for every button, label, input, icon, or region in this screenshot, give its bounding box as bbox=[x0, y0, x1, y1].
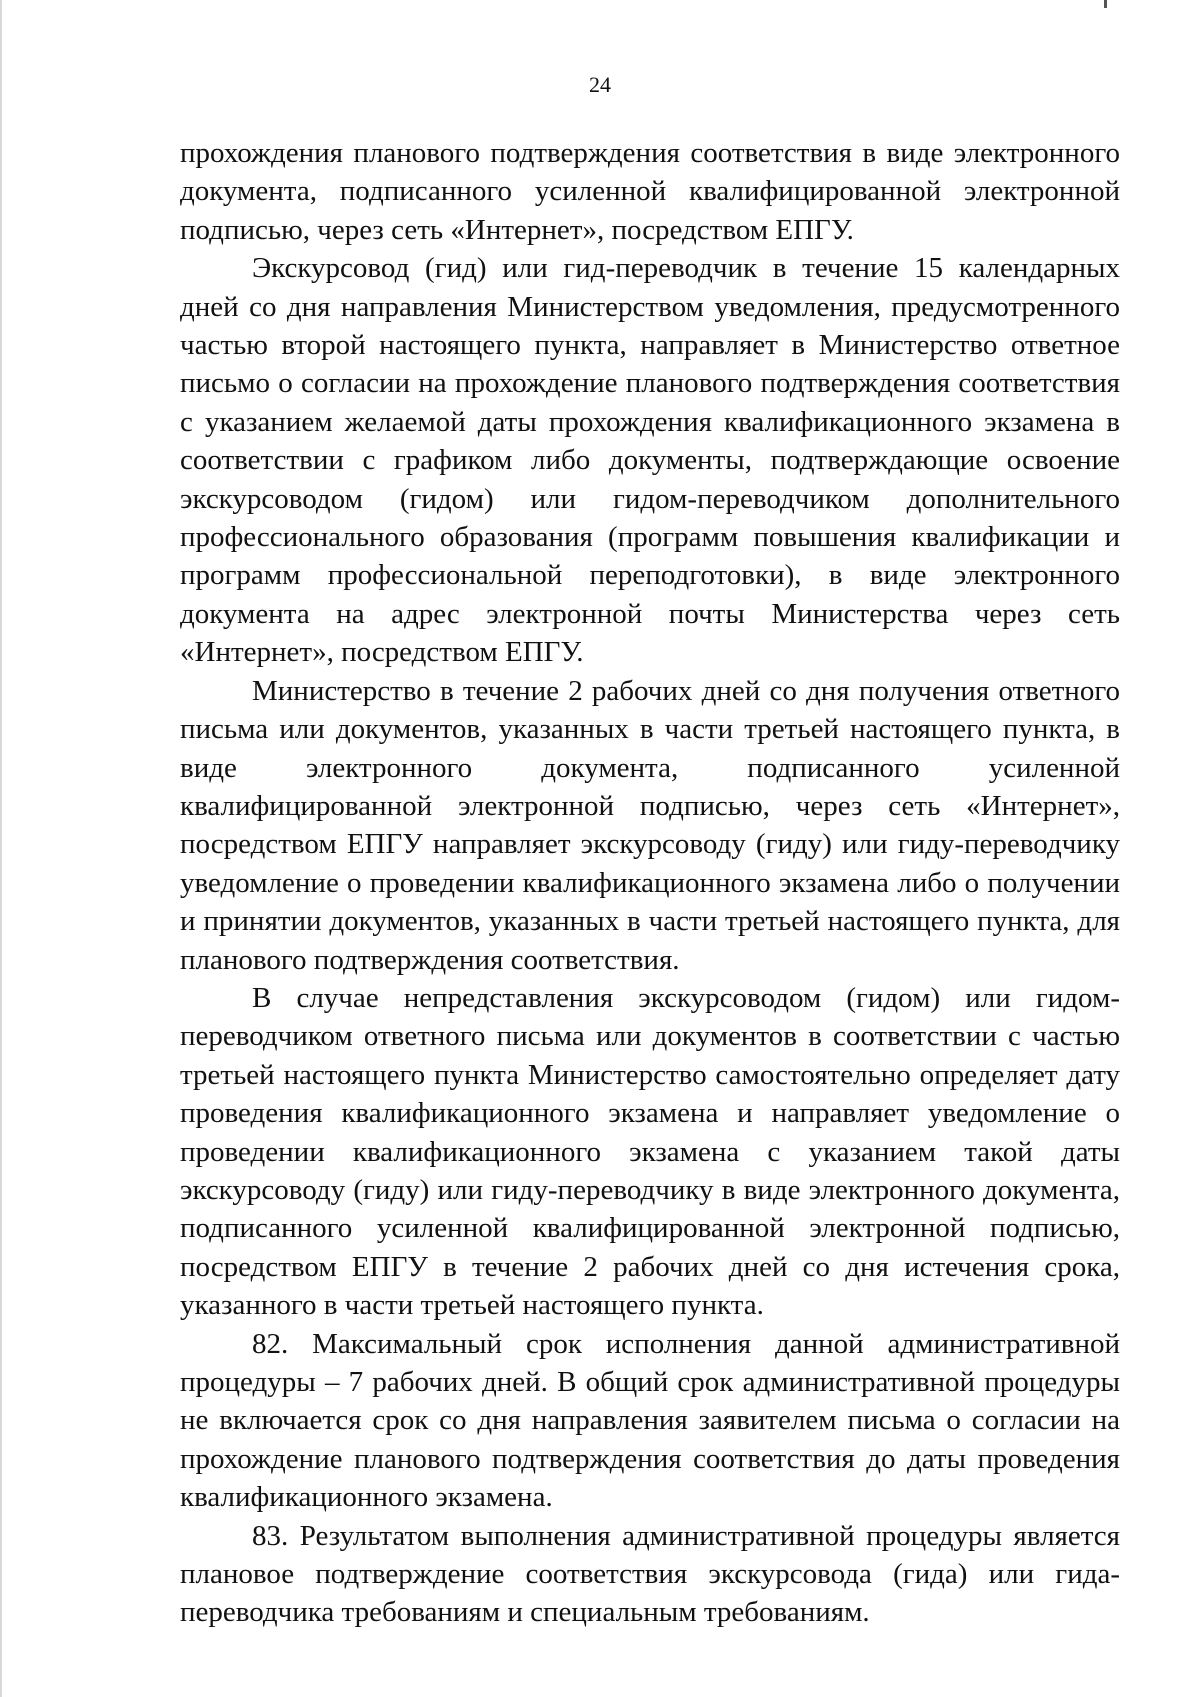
paragraph-item-83: 83. Результатом выполнения административной процедуры является плановое подтверждение соответствия экскурсовода (гида) или гида-переводчика требованиям и специальным требованиям. bbox=[180, 1519, 1120, 1629]
paragraph-non-submission: В случае непредставления экскурсоводом (гидом) или гидом-переводчиком ответного письма или документов в соответствии с частью третьей настоящего пункта Министерство самостоятельно определяет дату проведения квалификационного экзамена и направляет уведомление о проведении квалификационного экзамена с указанием такой даты экскурсоводу (гиду) или гиду-переводчику в виде электронного документа, подписанного усиленной квалифицированной электронной подписью, посредством ЕПГУ в течение 2 рабочих дней со дня истечения срока, указанного в части третьей настоящего пункта. bbox=[180, 981, 1120, 1322]
scan-edge bbox=[0, 0, 2, 1697]
paragraph-item-82: 82. Максимальный срок исполнения данной административной процедуры – 7 рабочих дней. В общий срок административной процедуры не включается срок со дня направления заявителем письма о согласии на прохождение планового подтверждения соответствия до даты проведения квалификационного экзамена. bbox=[180, 1327, 1120, 1514]
paragraph-response-letter: Экскурсовод (гид) или гид-переводчик в течение 15 календарных дней со дня направления Министерством уведомления, предусмотренного частью второй настоящего пункта, направляет в Министерство ответное письмо о согласии на прохождение планового подтверждения соответствия с указанием желаемой даты прохождения квалификационного экзамена в соответствии с графиком либо документы, подтверждающие освоение экскурсоводом (гидом) или гидом-переводчиком дополнительного профессионального образования (программ повышения квалификации и программ профессиональной переподготовки), в виде электронного документа на адрес электронной почты Министерства через сеть «Интернет», посредством ЕПГУ. bbox=[180, 252, 1120, 669]
document-body bbox=[180, 134, 1120, 1632]
scan-mark bbox=[1104, 0, 1107, 8]
paragraph-continuation: прохождения планового подтверждения соответствия в виде электронного документа, подписанного усиленной квалифицированной электронной подписью, через сеть «Интернет», посредством ЕПГУ. bbox=[180, 137, 1120, 246]
paragraph-ministry-notification: Министерство в течение 2 рабочих дней со дня получения ответного письма или документов, указанных в части третьей настоящего пункта, в виде электронного документа, подписанного усиленной квалифицированной электронной подписью, через сеть «Интернет», посредством ЕПГУ направляет экскурсоводу (гиду) или гиду-переводчику уведомление о проведении квалификационного экзамена либо о получении и принятии документов, указанных в части третьей настоящего пункта, для планового подтверждения соответствия. bbox=[180, 674, 1120, 976]
page-number: 24 bbox=[589, 72, 611, 97]
